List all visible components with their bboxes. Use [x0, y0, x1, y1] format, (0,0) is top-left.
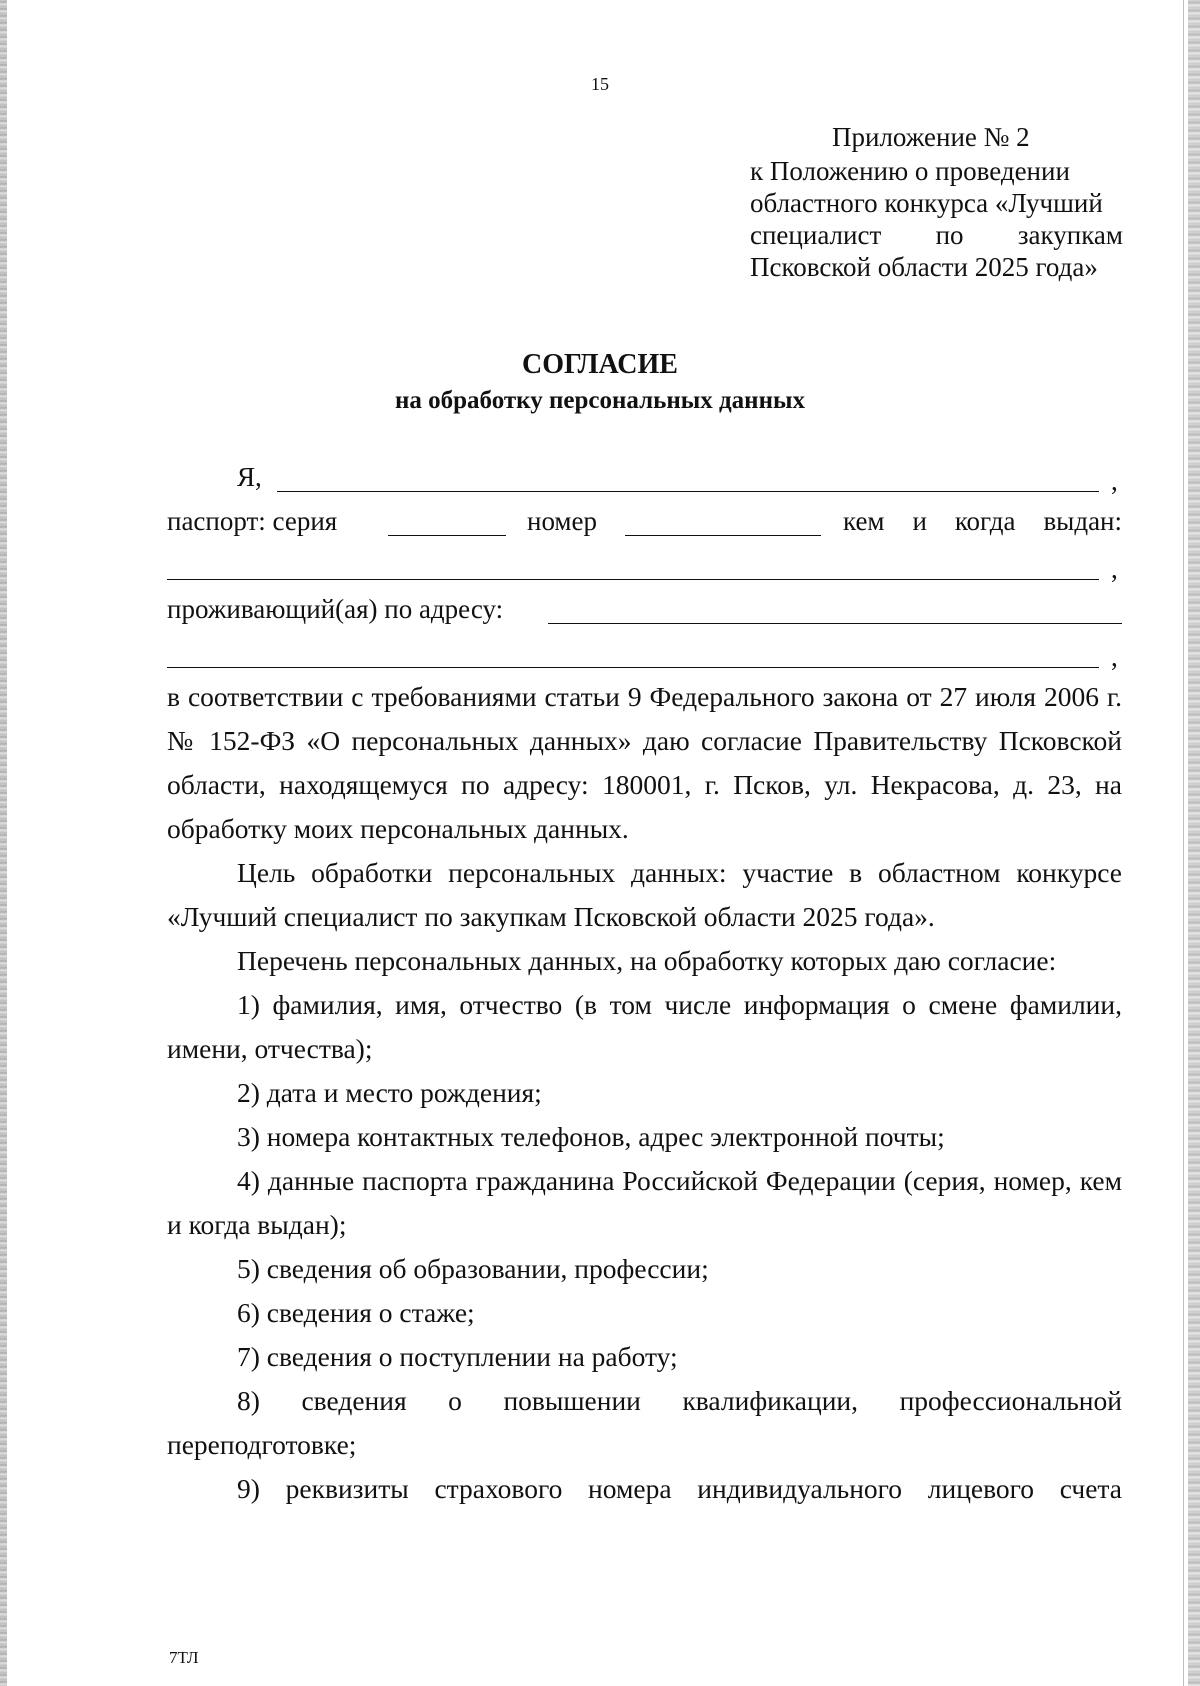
- scan-edge-left: [0, 0, 7, 1686]
- list-item: 2) дата и место рождения;: [237, 1077, 542, 1108]
- appendix-line: [750, 219, 1123, 251]
- full-name-field[interactable]: [277, 491, 1099, 492]
- label-i: Я,: [237, 462, 262, 492]
- passport-number-field[interactable]: [625, 535, 821, 536]
- form-row-name: [167, 460, 1122, 496]
- address-continued-field[interactable]: [167, 667, 1099, 668]
- label-address: проживающий(ая) по адресу:: [167, 594, 504, 624]
- appendix-block: [750, 121, 1123, 283]
- document-heading: [0, 346, 1200, 418]
- list-item: 6) сведения о стаже;: [237, 1297, 475, 1328]
- page-number: 15: [591, 74, 609, 94]
- issued-word: когда: [954, 506, 1016, 536]
- issued-word: и: [912, 506, 927, 536]
- list-item: 8) сведения о повышении квалификации, профессиональной переподготовке;: [167, 1385, 1122, 1460]
- footer-code: 7ТЛ: [169, 1648, 199, 1667]
- label-passport-series: паспорт: серия: [167, 506, 338, 536]
- heading-subtitle: на обработку персональных данных: [395, 387, 805, 414]
- comma: ,: [1111, 642, 1118, 672]
- appendix-line: к Положению о проведении: [750, 156, 1070, 186]
- list-item: 5) сведения об образовании, профессии;: [237, 1253, 709, 1284]
- issued-word: кем: [843, 506, 885, 536]
- form-row-issued: [167, 548, 1122, 584]
- list-item: 1) фамилия, имя, отчество (в том числе информация о смене фамилии, имени, отчества);: [167, 989, 1122, 1064]
- comma: ,: [1111, 466, 1118, 496]
- appendix-line: областного конкурса «Лучший: [750, 188, 1103, 218]
- appendix-word: закупкам: [1017, 220, 1123, 250]
- consent-text: [167, 675, 1122, 1511]
- list-item: 9) реквизиты страхового номера индивидуального лицевого счета: [237, 1473, 1122, 1504]
- scan-edge-right-line: [1183, 0, 1184, 1686]
- label-issued-by: [843, 504, 1122, 538]
- scan-edge-right: [1188, 0, 1200, 1686]
- paragraph-purpose: Цель обработки персональных данных: участие в областном конкурсе «Лучший специалист по закупкам Псковской области 2025 года».: [167, 857, 1122, 932]
- list-item: 3) номера контактных телефонов, адрес электронной почты;: [237, 1121, 945, 1152]
- label-passport-number: номер: [527, 506, 598, 536]
- list-item: 4) данные паспорта гражданина Российской Федерации (серия, номер, кем и когда выдан);: [167, 1165, 1122, 1240]
- appendix-word: по: [935, 220, 964, 250]
- paragraph-data-list-intro: Перечень персональных данных, на обработку которых даю согласие:: [237, 945, 1057, 976]
- passport-series-field[interactable]: [388, 535, 506, 536]
- list-item: 7) сведения о поступлении на работу;: [237, 1341, 678, 1372]
- appendix-title: Приложение № 2: [832, 122, 1030, 152]
- appendix-line: Псковской области 2025 года»: [750, 252, 1098, 282]
- passport-issued-field[interactable]: [167, 579, 1099, 580]
- address-field[interactable]: [548, 623, 1122, 624]
- appendix-reference: [750, 155, 1123, 283]
- issued-word: выдан:: [1043, 506, 1122, 536]
- paragraph-legal-basis: в соответствии с требованиями статьи 9 Федерального закона от 27 июля 2006 г. № 152-ФЗ «О персональных данных» даю согласие Правительству Псковской области, находящемуся по адресу: 180001, г. Псков, ул. Некрасова, д. 23, на обработку моих персональных данных.: [167, 681, 1122, 844]
- form-row-address: [167, 592, 1122, 628]
- form-row-address-cont: [167, 636, 1122, 672]
- appendix-word: специалист: [750, 220, 882, 250]
- heading-title: СОГЛАСИЕ: [522, 349, 678, 380]
- form-row-passport: [167, 504, 1122, 540]
- comma: ,: [1111, 554, 1118, 584]
